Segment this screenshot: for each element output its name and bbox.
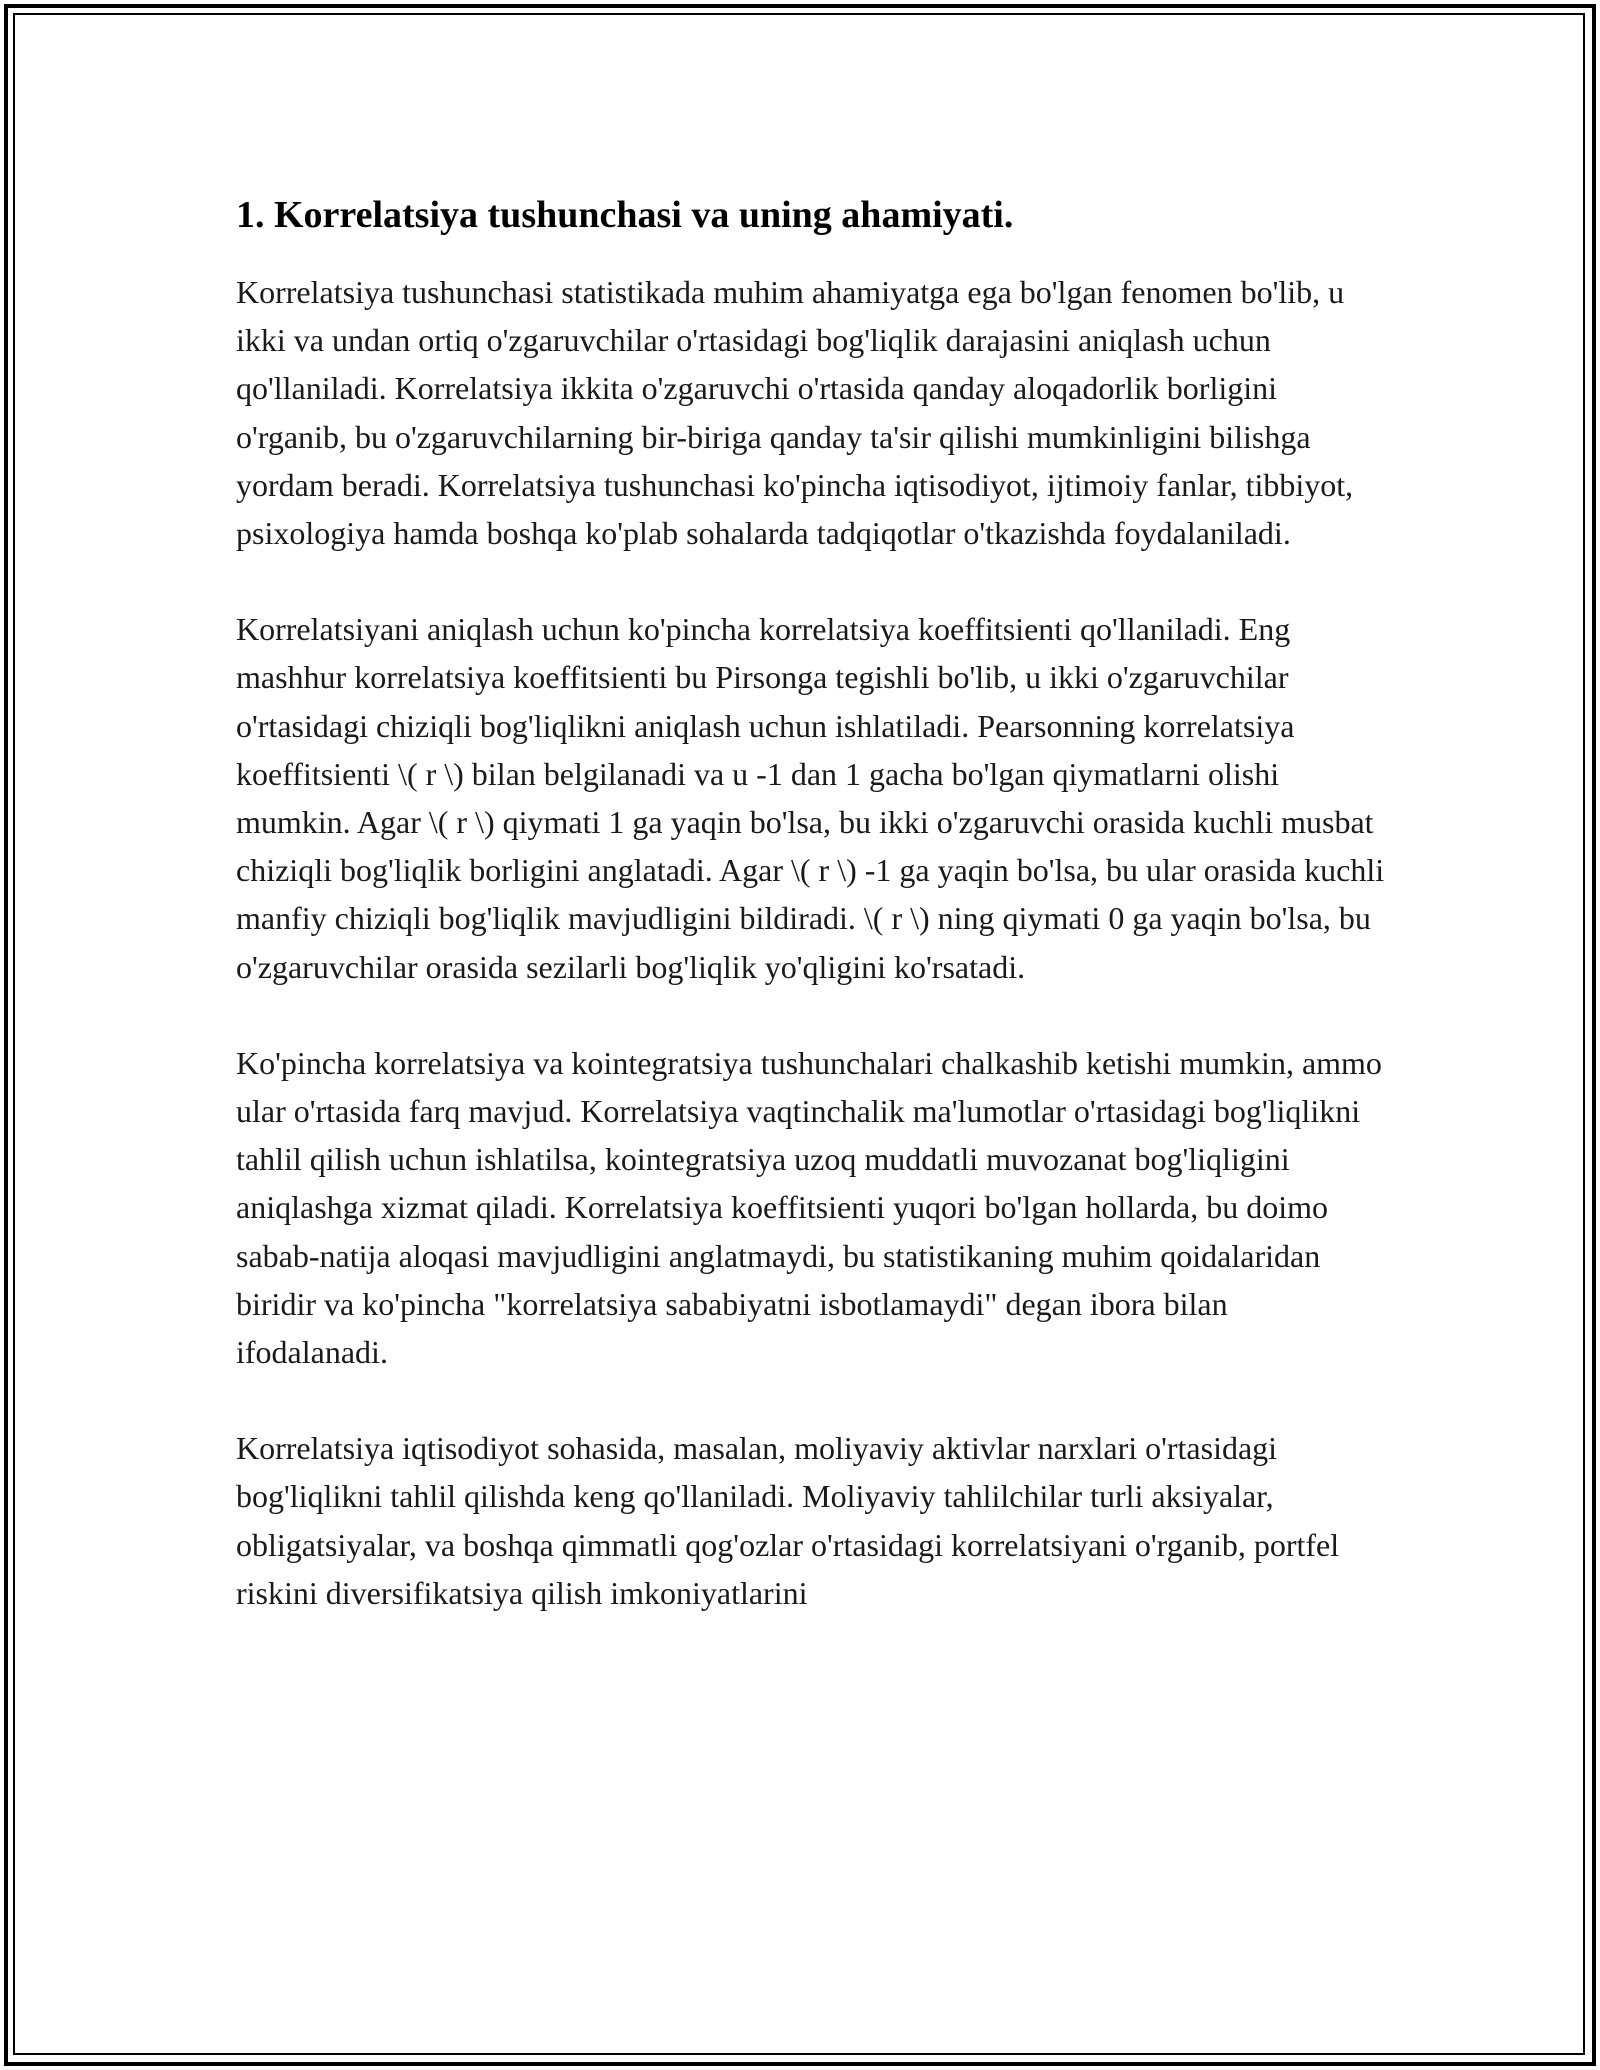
section-heading: 1. Korrelatsiya tushunchasi va uning ahamiyati. bbox=[236, 194, 1014, 236]
paragraph-4: Korrelatsiya iqtisodiyot sohasida, masalan, moliyaviy aktivlar narxlari o'rtasidagi bog'liqlikni tahlil qilishda keng qo'llaniladi. Moliyaviy tahlilchilar turli aksiyalar, obligatsiyalar, va boshqa qimmatli qog'ozlar o'rtasidagi korrelatsiyani o'rganib, portfel riskini diversifikatsiya qilish imkoniyatlarini bbox=[236, 1430, 1340, 1611]
paragraph-1: Korrelatsiya tushunchasi statistikada muhim ahamiyatga ega bo'lgan fenomen bo'lib, u ikki va undan ortiq o'zgaruvchilar o'rtasidagi bog'liqlik darajasini aniqlash uchun qo'llaniladi. Korrelatsiya ikkita o'zgaruvchi o'rtasida qanday aloqadorlik borligini o'rganib, bu o'zgaruvchilarning bir-biriga qanday ta'sir qilishi mumkinligini bilishga yordam beradi. Korrelatsiya tushunchasi ko'pincha iqtisodiyot, ijtimoiy fanlar, tibbiyot, psixologiya hamda boshqa ko'plab sohalarda tadqiqotlar o'tkazishda foydalaniladi. bbox=[236, 274, 1354, 552]
paragraph-2: Korrelatsiyani aniqlash uchun ko'pincha korrelatsiya koeffitsienti qo'llaniladi. Eng mashhur korrelatsiya koeffitsienti bu Pirsonga tegishli bo'lib, u ikki o'zgaruvchilar o'rtasidagi chiziqli bog'liqlikni aniqlash uchun ishlatiladi. Pearsonning korrelatsiya koeffitsienti \( r \) bilan belgilanadi va u -1 dan 1 gacha bo'lgan qiymatlarni olishi mumkin. Agar \( r \) qiymati 1 ga yaqin bo'lsa, bu ikki o'zgaruvchi orasida kuchli musbat chiziqli bog'liqlik borligini anglatadi. Agar \( r \) -1 ga yaqin bo'lsa, bu ular orasida kuchli manfiy chiziqli bog'liqlik mavjudligini bildiradi. \( r \) ning qiymati 0 ga yaqin bo'lsa, bu o'zgaruvchilar orasida sezilarli bog'liqlik yo'qligini ko'rsatadi. bbox=[236, 611, 1385, 985]
document-body bbox=[236, 186, 1386, 1665]
paragraph-3: Ko'pincha korrelatsiya va kointegratsiya tushunchalari chalkashib ketishi mumkin, ammo ular o'rtasida farq mavjud. Korrelatsiya vaqtinchalik ma'lumotlar o'rtasidagi bog'liqlikni tahlil qilish uchun ishlatilsa, kointegratsiya uzoq muddatli muvozanat bog'liqligini aniqlashga xizmat qiladi. Korrelatsiya koeffitsienti yuqori bo'lgan hollarda, bu doimo sabab-natija aloqasi mavjudligini anglatmaydi, bu statistikaning muhim qoidalaridan biridir va ko'pincha "korrelatsiya sababiyatni isbotlamaydi" degan ibora bilan ifodalanadi. bbox=[236, 1044, 1382, 1371]
